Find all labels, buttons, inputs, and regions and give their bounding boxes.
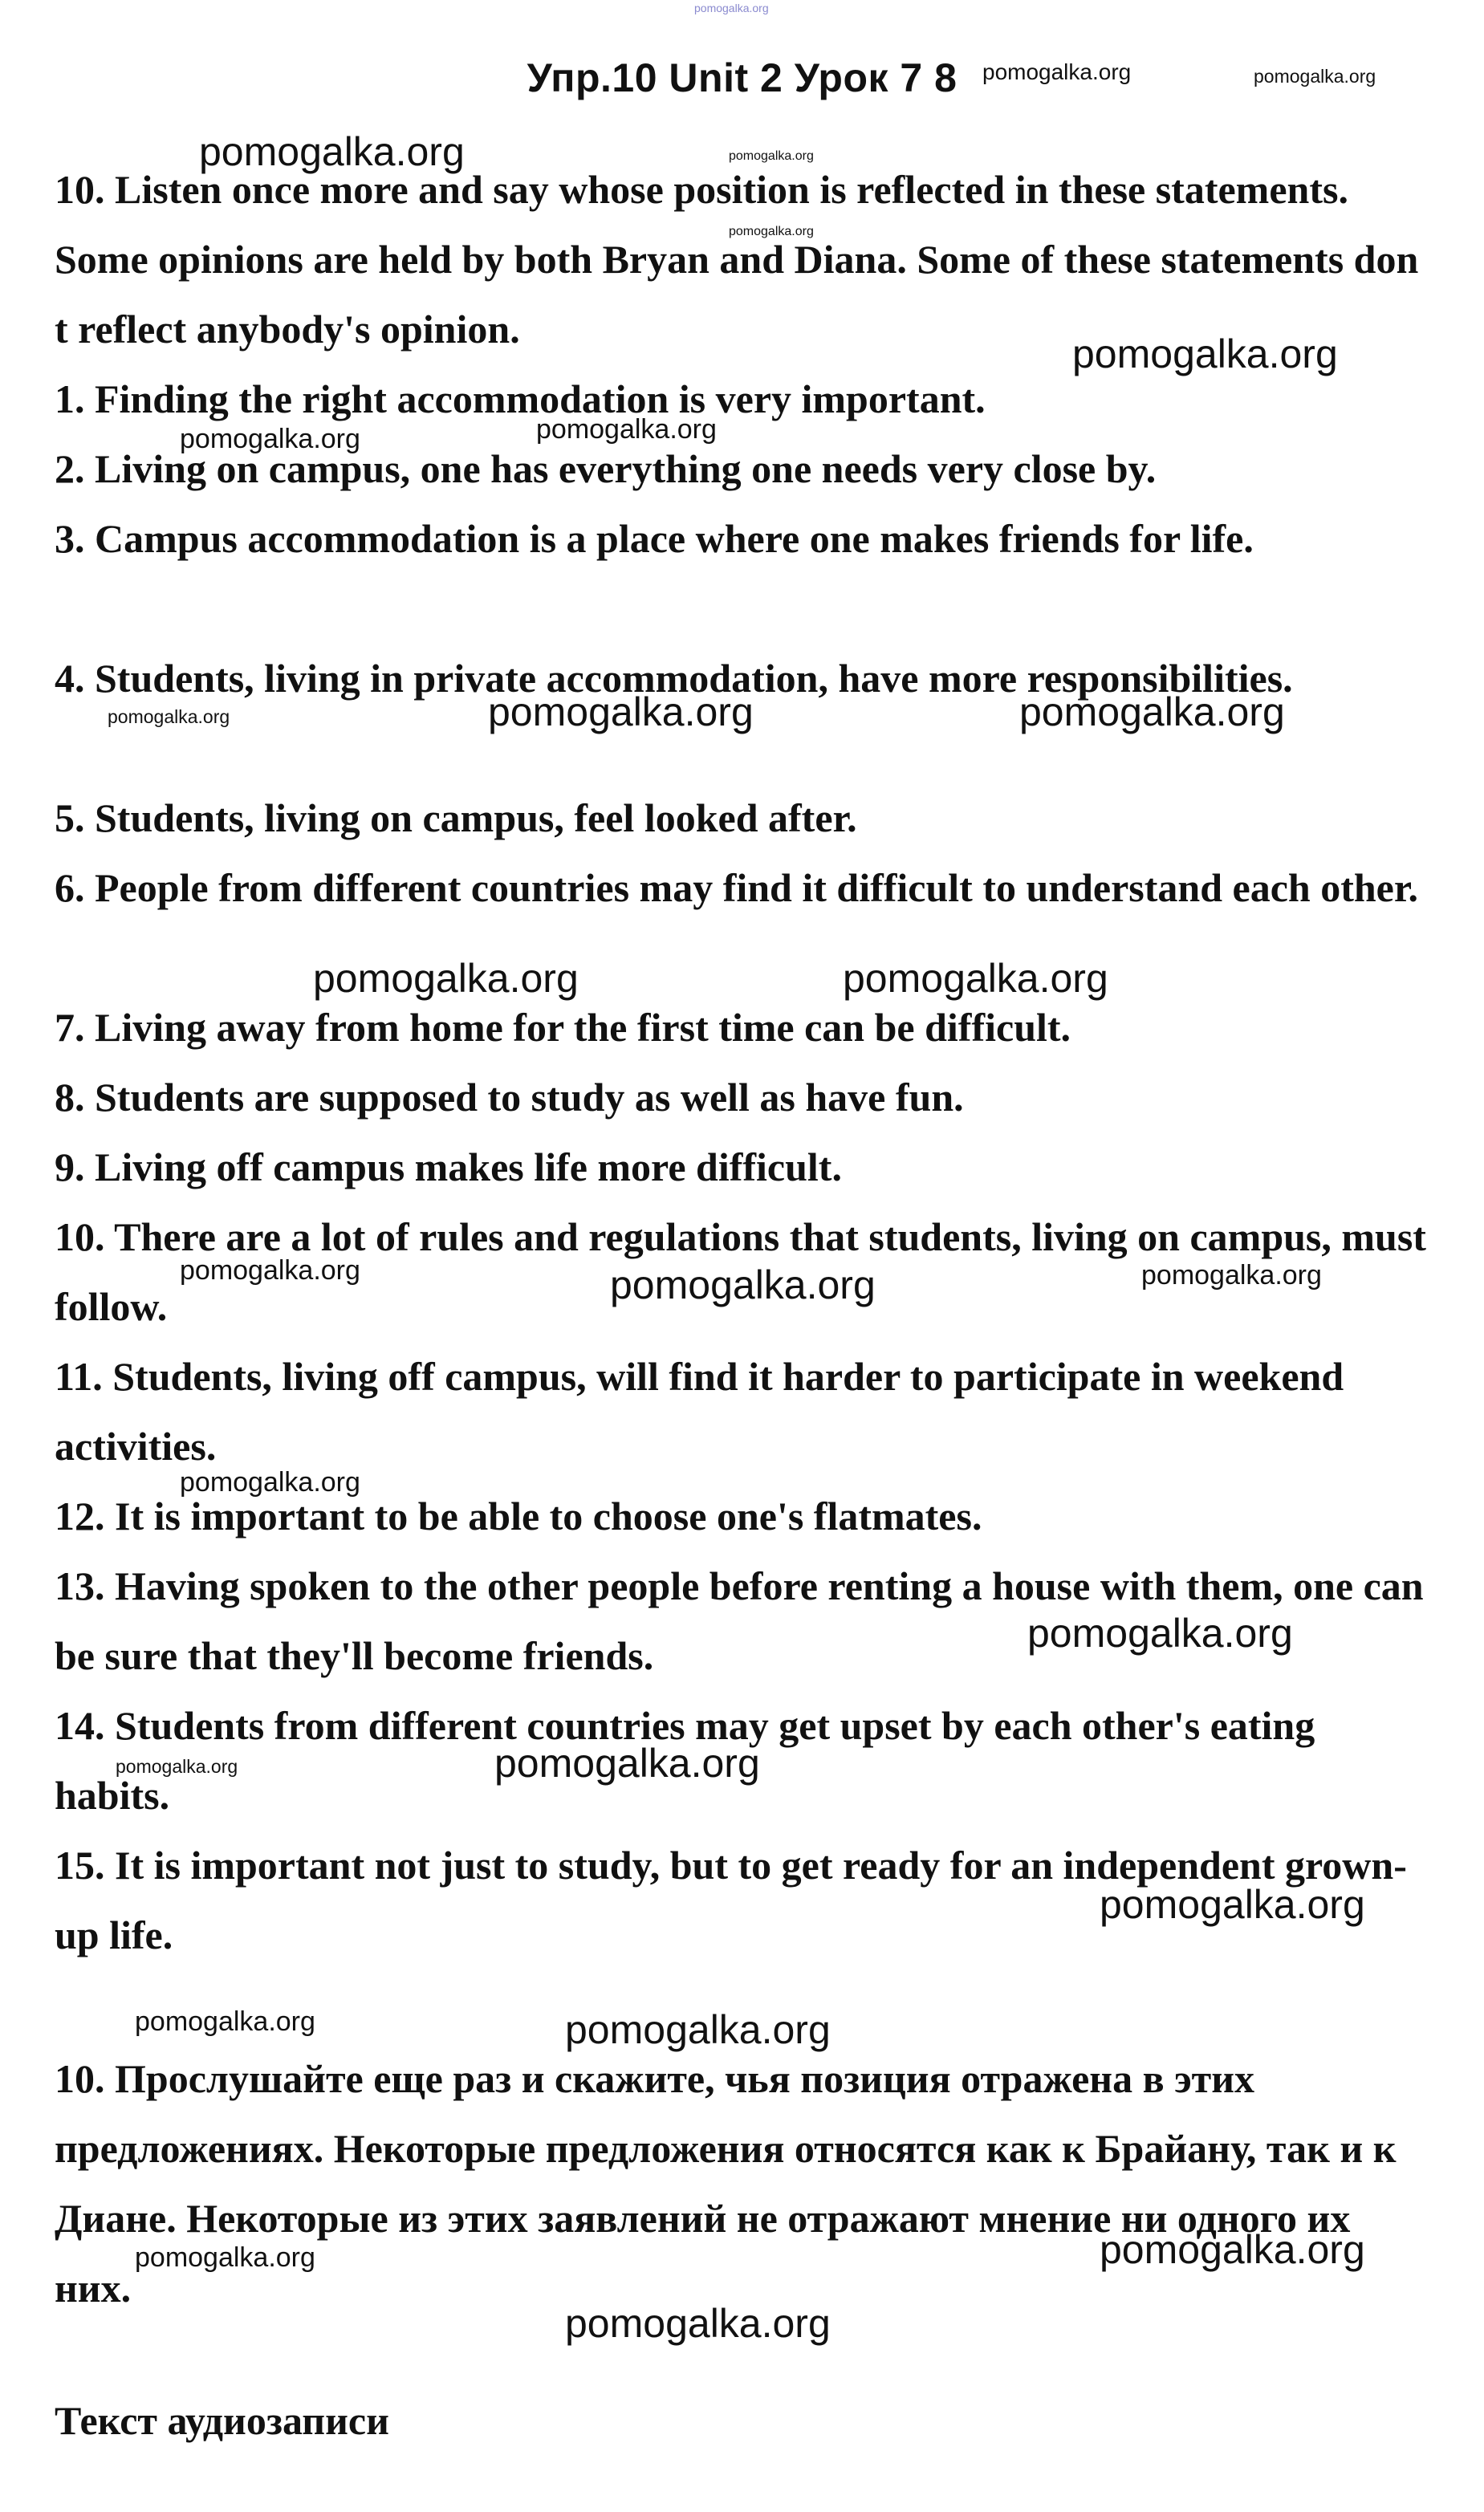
statement-1: 1. Finding the right accommodation is very important. [55,376,986,421]
page-title: Упр.10 Unit 2 Урок 7 8 [527,55,957,100]
watermark: pomogalka.org [536,414,717,445]
watermark: pomogalka.org [135,2242,315,2273]
statement-4: 4. Students, living in private accommodation, have more responsibilities. [55,656,1293,701]
watermark: pomogalka.org [135,2006,315,2037]
statement-2: 2. Living on campus, one has everything one needs very close by. [55,446,1157,491]
watermark: pomogalka.org [982,59,1132,84]
watermark: pomogalka.org [610,1262,876,1307]
top-watermark: pomogalka.org [694,2,769,14]
watermark: pomogalka.org [494,1741,760,1786]
watermark: pomogalka.org [488,689,754,734]
statement-6: 6. People from different countries may find it difficult to understand each other. [55,865,1418,910]
statement-13: 13. Having spoken to the other people before renting a house with them, one can be sure that they'll become friends. [55,1563,1424,1678]
watermark: pomogalka.org [565,2301,831,2346]
watermark: pomogalka.org [1019,689,1285,734]
watermark: pomogalka.org [180,1467,360,1498]
watermark: pomogalka.org [180,1255,360,1286]
watermark: pomogalka.org [116,1756,238,1777]
statement-15: 15. It is important not just to study, but to get ready for an independent grown-up life. [55,1843,1407,1957]
watermark: pomogalka.org [1141,1260,1322,1291]
watermark: pomogalka.org [1100,2227,1365,2272]
watermark: pomogalka.org [1100,1882,1365,1927]
watermark: pomogalka.org [1027,1611,1293,1656]
watermark: pomogalka.org [565,2007,831,2052]
watermark: pomogalka.org [313,956,579,1001]
watermark: pomogalka.org [1072,331,1338,376]
watermark: pomogalka.org [180,424,360,454]
audio-heading: Текст аудиозаписи [55,2398,389,2443]
statement-10: 10. There are a lot of rules and regulations that students, living on campus, must follow. [55,1214,1426,1329]
watermark: pomogalka.org [199,129,465,174]
watermark: pomogalka.org [1254,66,1376,87]
statement-3: 3. Campus accommodation is a place where one makes friends for life. [55,516,1254,561]
statement-9: 9. Living off campus makes life more difficult. [55,1144,842,1189]
english-intro: 10. Listen once more and say whose position is reflected in these statements. Some opinions are held by both Bryan and Diana. Some of these statements don t reflect anybody's opinion. [55,167,1419,352]
watermark: pomogalka.org [108,706,230,727]
statement-14: 14. Students from different countries may get upset by each other's eating habits. [55,1703,1315,1818]
watermark: pomogalka.org [843,956,1108,1001]
statement-5: 5. Students, living on campus, feel looked after. [55,795,857,840]
statement-11: 11. Students, living off campus, will find it harder to participate in weekend activities. [55,1354,1344,1469]
watermark: pomogalka.org [729,225,814,238]
statement-7: 7. Living away from home for the first time can be difficult. [55,1005,1071,1050]
watermark: pomogalka.org [729,149,814,163]
statement-12: 12. It is important to be able to choose one's flatmates. [55,1494,982,1538]
statement-8: 8. Students are supposed to study as well as have fun. [55,1075,964,1120]
russian-intro: 10. Прослушайте еще раз и скажите, чья позиция отражена в этих предложениях. Некоторые предложения относятся как к Брайану, так и к Диане. Некоторые из этих заявлений не отражают мнение ни одного их них. [55,2056,1397,2311]
